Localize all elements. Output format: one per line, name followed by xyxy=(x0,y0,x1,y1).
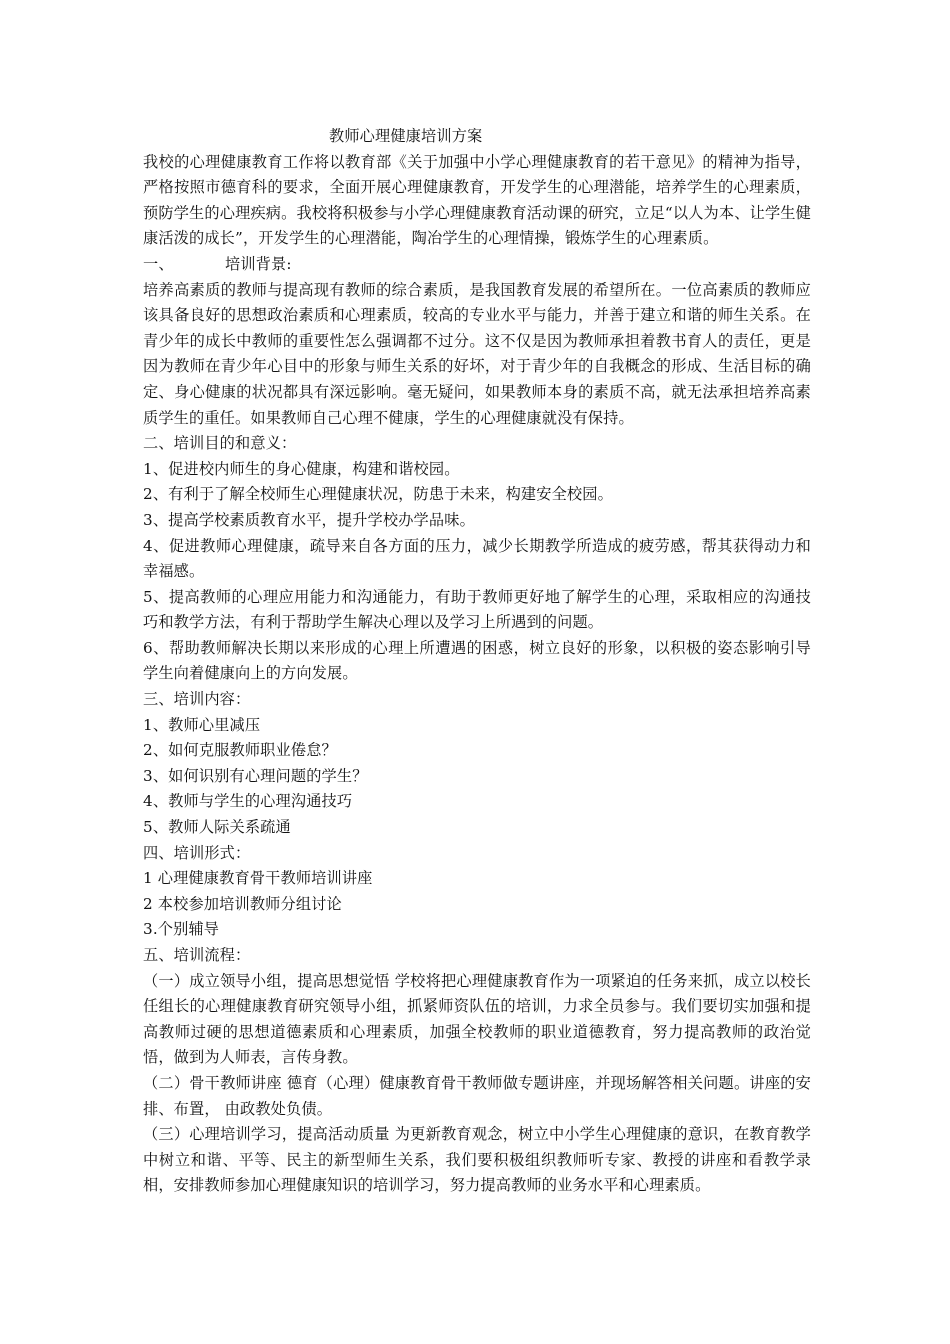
section-5-item: （二）骨干教师讲座 德育（心理）健康教育骨干教师做专题讲座，并现场解答相关问题。讲座的安排、布置， 由政教处负债。 xyxy=(143,1073,811,1118)
section-3-item: 3、如何识别有心理问题的学生？ xyxy=(143,766,368,785)
document-body xyxy=(143,124,811,1199)
section-2-heading: 二、培训目的和意义： xyxy=(143,434,297,453)
section-3-item: 4、教师与学生的心理沟通技巧 xyxy=(143,792,353,811)
section-4-item: 1 心理健康教育骨干教师培训讲座 xyxy=(143,869,373,888)
section-1-title: 培训背景: xyxy=(225,254,292,273)
intro-paragraph: 我校的心理健康教育工作将以教育部《关于加强中小学心理健康教育的若干意见》的精神为指导，严格按照市德育科的要求，全面开展心理健康教育，开发学生的心理潜能，培养学生的心理素质，预防学生的心理疾病。我校将积极参与小学心理健康教育活动课的研究，立足“以人为本、让学生健康活泼的成长”，开发学生的心理潜能，陶冶学生的心理情操，锻炼学生的心理素质。 xyxy=(143,152,811,248)
section-3-heading: 三、培训内容： xyxy=(143,690,251,709)
section-5-item: （三）心理培训学习，提高活动质量 为更新教育观念，树立中小学生心理健康的意识，在教育教学中树立和谐、平等、民主的新型师生关系，我们要积极组织教师听专家、教授的讲座和看教学录相，安排教师参加心理健康知识的培训学习，努力提高教师的业务水平和心理素质。 xyxy=(143,1125,811,1195)
section-1-body: 培养高素质的教师与提高现有教师的综合素质，是我国教育发展的希望所在。一位高素质的教师应该具备良好的思想政治素质和心理素质，较高的专业水平与能力，并善于建立和谐的师生关系。在青少年的成长中教师的重要性怎么强调都不过分。这不仅是因为教师承担着教书育人的责任，更是因为教师在青少年心目中的形象与师生关系的好坏，对于青少年的自我概念的形成、生活目标的确定、身心健康的状况都具有深远影响。毫无疑问，如果教师本身的素质不高，就无法承担培养高素质学生的重任。如果教师自己心理不健康，学生的心理健康就没有保持。 xyxy=(143,280,811,427)
section-2-item: 4、促进教师心理健康，疏导来自各方面的压力，减少长期教学所造成的疲劳感，帮其获得动力和幸福感。 xyxy=(143,536,811,581)
section-5-heading: 五、培训流程： xyxy=(143,946,251,964)
section-4-item: 3.个别辅导 xyxy=(143,920,220,939)
section-2-item: 5、提高教师的心理应用能力和沟通能力，有助于教师更好地了解学生的心理，采取相应的沟通技巧和教学方法，有利于帮助学生解决心理以及学习上所遇到的问题。 xyxy=(143,587,811,632)
section-1-number: 一、 xyxy=(143,254,174,273)
section-2-item: 2、有利于了解全校师生心理健康状况，防患于未来，构建安全校园。 xyxy=(143,485,613,504)
section-4-heading: 四、培训形式： xyxy=(143,843,251,862)
document-title: 教师心理健康培训方案 xyxy=(329,127,483,145)
section-2-item: 6、帮助教师解决长期以来形成的心理上所遭遇的困惑，树立良好的形象，以积极的姿态影响引导学生向着健康向上的方向发展。 xyxy=(143,638,811,683)
section-2-item: 3、提高学校素质教育水平，提升学校办学品味。 xyxy=(143,510,475,529)
section-5-item: （一）成立领导小组，提高思想觉悟 学校将把心理健康教育作为一项紧迫的任务来抓，成立以校长任组长的心理健康教育研究领导小组，抓紧师资队伍的培训，力求全员参与。我们要切实加强和提高教师过硬的思想道德素质和心理素质，加强全校教师的职业道德教育，努力提高教师的政治觉悟，做到为人师表，言传身教。 xyxy=(143,971,811,1067)
section-3-item: 5、教师人际关系疏通 xyxy=(143,818,291,837)
section-2-item: 1、促进校内师生的身心健康，构建和谐校园。 xyxy=(143,459,460,478)
section-3-item: 1、教师心里减压 xyxy=(143,715,261,734)
section-1-heading xyxy=(143,252,811,278)
section-3-item: 2、如何克服教师职业倦怠？ xyxy=(143,741,337,760)
section-4-item: 2 本校参加培训教师分组讨论 xyxy=(143,894,342,913)
